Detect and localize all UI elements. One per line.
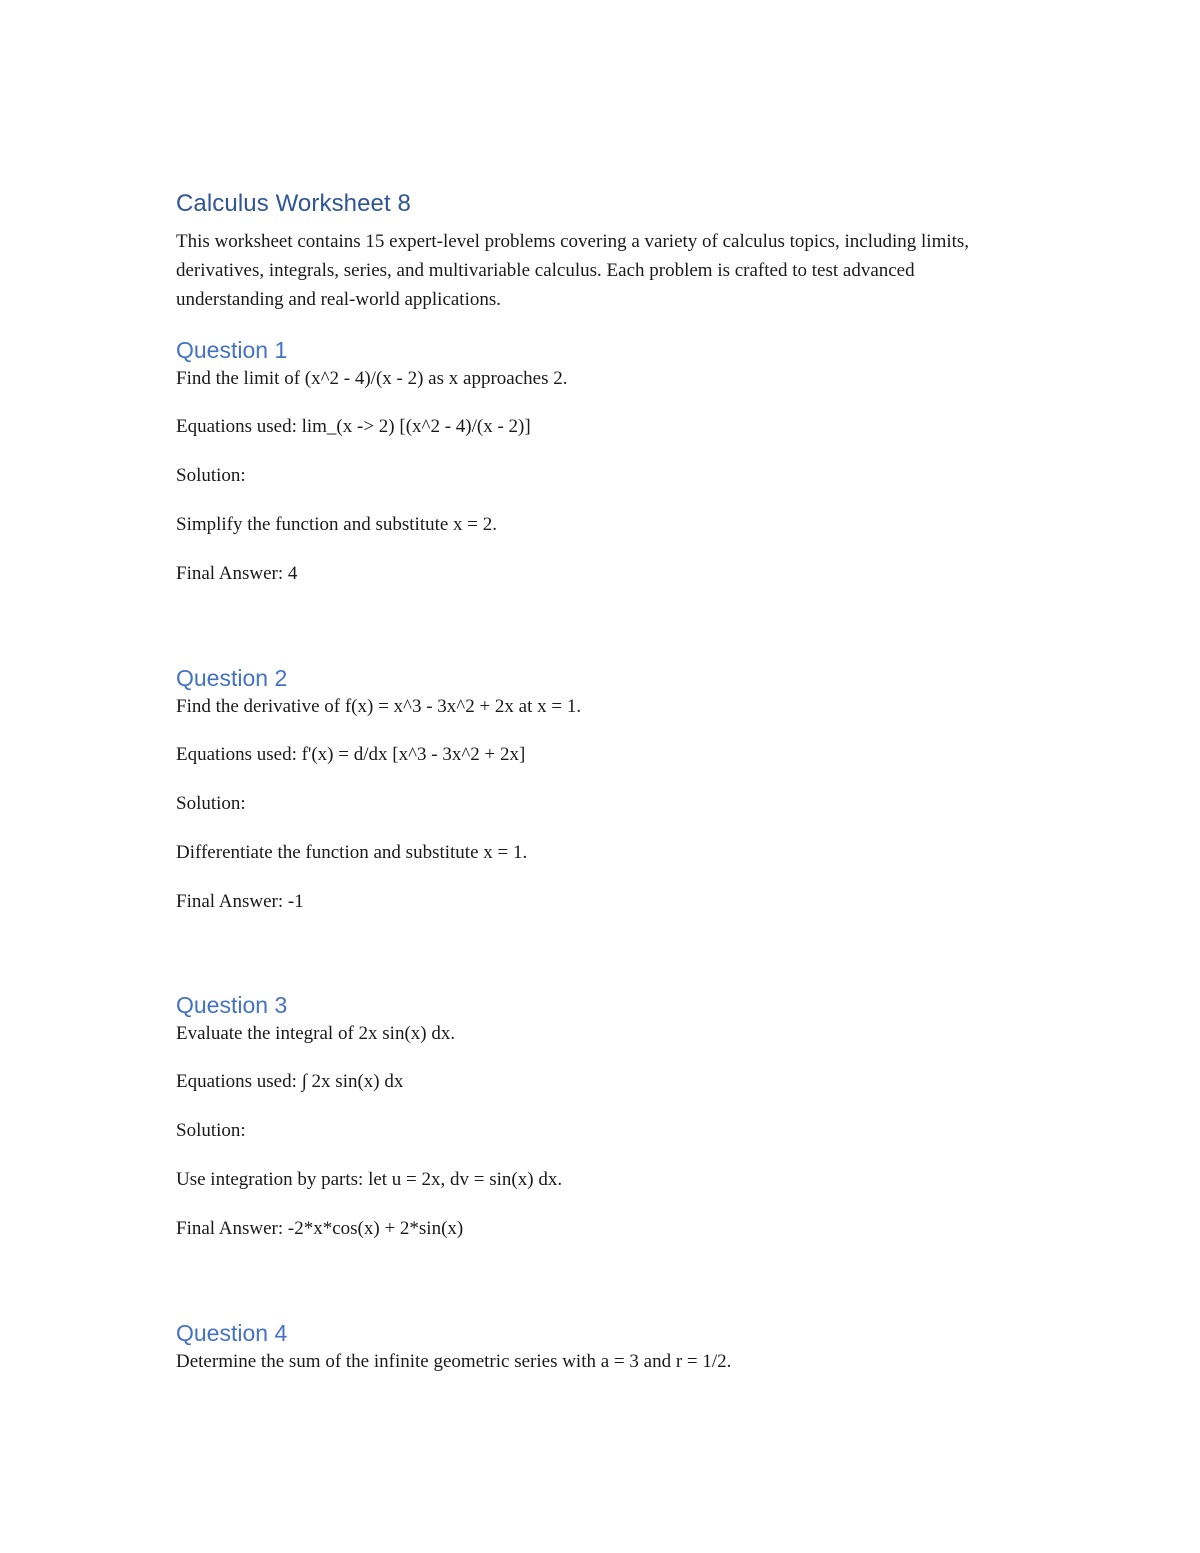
solution-text: Simplify the function and substitute x = 2. <box>176 514 498 535</box>
question-block <box>176 334 1036 610</box>
final-answer: Final Answer: 4 <box>176 563 298 584</box>
solution-label: Solution: <box>176 793 246 814</box>
question-block <box>176 989 1036 1265</box>
question-heading: Question 3 <box>176 992 288 1018</box>
question-block <box>176 662 1036 938</box>
question-text: Find the limit of (x^2 - 4)/(x - 2) as x approaches 2. <box>176 368 568 389</box>
equations-used: Equations used: f'(x) = d/dx [x^3 - 3x^2 + 2x] <box>176 744 526 765</box>
question-block <box>176 1317 1036 1397</box>
equations-used: Equations used: lim_(x -> 2) [(x^2 - 4)/(x - 2)] <box>176 416 531 437</box>
intro-paragraph: This worksheet contains 15 expert-level problems covering a variety of calculus topics, including limits, derivatives, integrals, series, and multivariable calculus. Each problem is crafted to test advanced understanding and real-world applications. <box>176 231 970 310</box>
document-title: Calculus Worksheet 8 <box>176 190 411 217</box>
solution-text: Differentiate the function and substitute x = 1. <box>176 842 528 863</box>
final-answer: Final Answer: -2*x*cos(x) + 2*sin(x) <box>176 1218 464 1239</box>
question-heading: Question 2 <box>176 665 288 691</box>
solution-text: Use integration by parts: let u = 2x, dv = sin(x) dx. <box>176 1169 563 1190</box>
solution-label: Solution: <box>176 1120 246 1141</box>
question-heading: Question 1 <box>176 337 288 363</box>
question-text: Evaluate the integral of 2x sin(x) dx. <box>176 1023 456 1044</box>
question-text: Find the derivative of f(x) = x^3 - 3x^2 + 2x at x = 1. <box>176 696 582 717</box>
solution-label: Solution: <box>176 465 246 486</box>
question-heading: Question 4 <box>176 1320 288 1346</box>
final-answer: Final Answer: -1 <box>176 891 304 912</box>
question-text: Determine the sum of the infinite geometric series with a = 3 and r = 1/2. <box>176 1351 732 1372</box>
equations-used: Equations used: ∫ 2x sin(x) dx <box>176 1071 404 1092</box>
